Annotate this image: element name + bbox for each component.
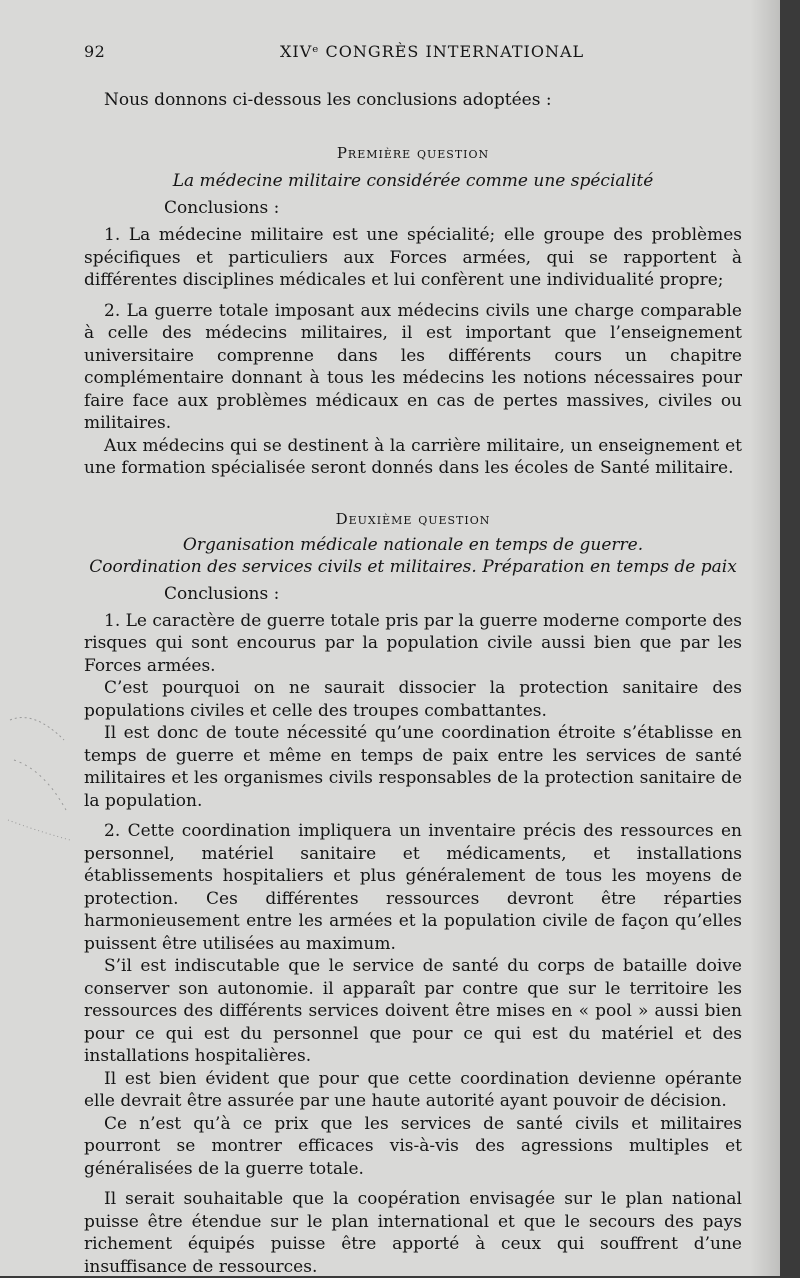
question-2-paragraph: Ce n’est qu’à ce prix que les services de santé civils et militaires pourront se montrer efficaces vis-à-vis des agressions multiples et généralisées de la guerre totale. xyxy=(84,1113,742,1181)
question-1-paragraph: 1. La médecine militaire est une spécialité; elle groupe des problèmes spécifiques et particuliers aux Forces armées, qui se rapportent à différentes disciplines médicales et lui confèrent une individualité propre; xyxy=(84,224,742,292)
question-2-paragraph: C’est pourquoi on ne saurait dissocier la protection sanitaire des populations civiles et celle des troupes combattantes. xyxy=(84,677,742,722)
question-2-paragraph: Il est donc de toute nécessité qu’une coordination étroite s’établisse en temps de guerre et même en temps de paix entre les services de santé militaires et les organismes civils responsables de la protection sanitaire de la population. xyxy=(84,722,742,812)
question-2-title-line-1: Organisation médicale nationale en temps de guerre. xyxy=(84,534,742,556)
question-1-conclusions-label: Conclusions : xyxy=(164,198,742,218)
question-2-section xyxy=(84,510,742,1278)
question-2-paragraph: S’il est indiscutable que le service de santé du corps de bataille doive conserver son autonomie. il apparaît par contre que sur le territoire les ressources des différents services doivent être mises en « pool » aussi bien pour ce qui est du personnel que pour ce qui est du matériel et des installations hospitalières. xyxy=(84,955,742,1068)
question-2-conclusions-label: Conclusions : xyxy=(164,584,742,604)
page-header xyxy=(84,38,742,64)
question-2-paragraph: 1. Le caractère de guerre totale pris par la guerre moderne comporte des risques qui sont encourus par la population civile aussi bien que par les Forces armées. xyxy=(84,610,742,678)
question-2-paragraph: 2. Cette coordination impliquera un inventaire précis des ressources en personnel, matériel sanitaire et médicaments, et installations établissements hospitaliers et plus généralement de tous les moyens de protection. Ces différentes ressources devront être réparties harmonieusement entre les armées et la population civile de façon qu’elles puissent être utilisées au maximum. xyxy=(84,820,742,955)
question-1-heading: Première question xyxy=(84,144,742,162)
margin-stamp-mark xyxy=(4,700,76,860)
page-number: 92 xyxy=(84,42,105,61)
question-1-paragraph: Aux médecins qui se destinent à la carrière militaire, un enseignement et une formation spécialisée seront donnés dans les écoles de Santé militaire. xyxy=(84,435,742,480)
question-1-title: La médecine militaire considérée comme une spécialité xyxy=(84,170,742,192)
question-2-heading: Deuxième question xyxy=(84,510,742,528)
intro-line: Nous donnons ci-dessous les conclusions adoptées : xyxy=(104,90,742,110)
question-2-title-line-2: Coordination des services civils et militaires. Préparation en temps de paix xyxy=(84,556,742,578)
question-2-paragraph: Il est bien évident que pour que cette coordination devienne opérante elle devrait être assurée par une haute autorité ayant pouvoir de décision. xyxy=(84,1068,742,1113)
running-head: XIVᵉ CONGRÈS INTERNATIONAL xyxy=(280,42,584,61)
question-1-paragraph: 2. La guerre totale imposant aux médecins civils une charge comparable à celle des médecins militaires, il est important que l’enseignement universitaire comprenne dans les différents cours un chapitre complémentaire donnant à tous les médecins les notions nécessaires pour faire face aux problèmes médicaux en cas de pertes massives, civiles ou militaires. xyxy=(84,300,742,435)
page-edge-shadow xyxy=(750,0,780,1276)
question-1-section xyxy=(84,144,742,480)
question-2-paragraph: Il serait souhaitable que la coopération envisagée sur le plan national puisse être étendue sur le plan international et que le secours des pays richement équipés puisse être apporté à ceux qui souffrent d’une insuffisance de ressources. xyxy=(84,1188,742,1278)
